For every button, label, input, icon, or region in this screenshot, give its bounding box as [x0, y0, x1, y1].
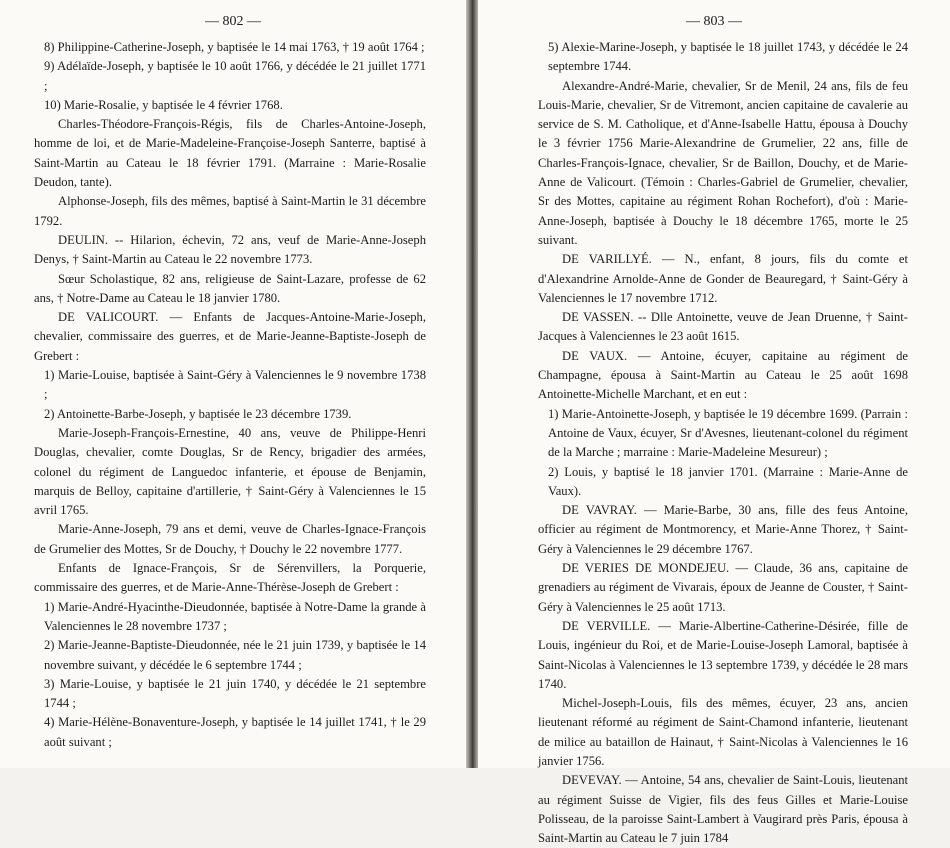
- paragraph: 3) Marie-Louise, y baptisée le 21 juin 1740, y décédée le 21 septembre 1744 ;: [44, 676, 426, 711]
- page-number: — 803 —: [686, 14, 742, 29]
- paragraph: 1) Marie-André-Hyacinthe-Dieudonnée, baptisée à Notre-Dame la grande à Valenciennes le 28 novembre 1737 ;: [44, 599, 426, 633]
- paragraph: DE VERVILLE. — Marie-Albertine-Catherine-Désirée, fille de Louis, ingénieur du Roi, et de Marie-Louise-Joseph Lamoral, baptisée à Saint-Nicolas à Valenciennes le 13 septembre 1739, y décédée le 28 mars 1740.: [538, 618, 908, 691]
- paragraph: DE VASSEN. -- Dlle Antoinette, veuve de Jean Druenne, † Saint-Jacques à Valenciennes le 23 août 1615.: [538, 310, 908, 344]
- paragraph: 9) Adélaïde-Joseph, y baptisée le 10 août 1766, y décédée le 21 juillet 1771 ;: [44, 59, 426, 93]
- paragraph: DE VARILLYÉ. — N., enfant, 8 jours, fils du comte et d'Alexandrine Arnolde-Anne de Gonder de Beauregard, † Saint-Géry à Valenciennes le 17 novembre 1712.: [538, 252, 908, 305]
- left-page: [0, 0, 466, 768]
- paragraph: 2) Marie-Jeanne-Baptiste-Dieudonnée, née le 21 juin 1739, y baptisée le 14 novembre suivant, y décédée le 6 septembre 1744 ;: [44, 638, 426, 672]
- paragraph: Sœur Scholastique, 82 ans, religieuse de Saint-Lazare, professe de 62 ans, † Notre-Dame au Cateau le 18 janvier 1780.: [34, 271, 426, 305]
- paragraph: Charles-Théodore-François-Régis, fils de Charles-Antoine-Joseph, homme de loi, et de Marie-Madeleine-Françoise-Joseph Santerre, baptisé à Saint-Martin au Cateau le 18 février 1791. (Marraine : Marie-Rosalie Deudon, tante).: [34, 117, 426, 190]
- paragraph: Alphonse-Joseph, fils des mêmes, baptisé à Saint-Martin le 31 décembre 1792.: [34, 194, 426, 228]
- page-text: [538, 38, 908, 848]
- paragraph: DE VAUX. — Antoine, écuyer, capitaine au régiment de Champagne, épousa à Saint-Martin au Cateau le 25 août 1698 Antoinette-Michelle Marchant, et en eut :: [538, 348, 908, 402]
- paragraph: DEULIN. -- Hilarion, échevin, 72 ans, veuf de Marie-Anne-Joseph Denys, † Saint-Martin au Cateau le 22 novembre 1773.: [34, 232, 426, 267]
- paragraph: DE VALICOURT. — Enfants de Jacques-Antoine-Marie-Joseph, chevalier, commissaire des guerres, et de Marie-Jeanne-Baptiste-Joseph de Grebert :: [34, 310, 426, 363]
- paragraph: DE VAVRAY. — Marie-Barbe, 30 ans, fille des feus Antoine, officier au régiment de Montmorency, et Marie-Anne Thorez, † Saint-Géry à Valenciennes le 29 décembre 1767.: [538, 503, 908, 556]
- paragraph: 10) Marie-Rosalie, y baptisée le 4 février 1768.: [44, 97, 283, 112]
- paragraph: DEVEVAY. — Antoine, 54 ans, chevalier de Saint-Louis, lieutenant au régiment Suisse de Vigier, fils des feus Gilles et Marie-Louise Polisseau, de la paroisse Saint-Lambert à Vaugirard près Paris, épousa à Saint-Martin au Cateau le 7 juin 1784: [538, 773, 908, 846]
- paragraph: Enfants de Ignace-François, Sr de Sérenvillers, la Porquerie, commissaire des guerres, et de Marie-Anne-Thérèse-Joseph de Grebert :: [34, 561, 426, 595]
- page-text: [34, 38, 426, 752]
- paragraph: Marie-Anne-Joseph, 79 ans et demi, veuve de Charles-Ignace-François de Grumelier des Mottes, Sr de Douchy, † Douchy le 22 novembre 1777.: [34, 522, 426, 556]
- paragraph: 2) Louis, y baptisé le 18 janvier 1701. (Marraine : Marie-Anne de Vaux).: [548, 464, 908, 498]
- paragraph: Marie-Joseph-François-Ernestine, 40 ans, veuve de Philippe-Henri Douglas, chevalier, comte Douglas, Sr de Rency, brigadier des armées, colonel du régiment de Languedoc infanterie, et épouse de Benjamin, marquis de Belloy, capitaine d'artillerie, † Saint-Géry à Valenciennes le 15 avril 1765.: [34, 425, 426, 518]
- paragraph: 5) Alexie-Marine-Joseph, y baptisée le 18 juillet 1743, y décédée le 24 septembre 1744.: [548, 40, 908, 74]
- paragraph: Michel-Joseph-Louis, fils des mêmes, écuyer, 23 ans, ancien lieutenant réformé au régiment de Saint-Chamond infanterie, lieutenant de milice au bataillon de Hainaut, † Saint-Nicolas à Valenciennes le 16 janvier 1756.: [538, 696, 908, 768]
- page-number: — 802 —: [205, 14, 261, 29]
- paragraph: 1) Marie-Louise, baptisée à Saint-Géry à Valenciennes le 9 novembre 1738 ;: [44, 368, 426, 402]
- paragraph: 4) Marie-Hélène-Bonaventure-Joseph, y baptisée le 14 juillet 1741, † le 29 août suivant ;: [44, 715, 426, 749]
- paragraph: DE VERIES DE MONDEJEU. — Claude, 36 ans, capitaine de grenadiers au régiment de Vivarais, époux de Jeanne de Couster, † Saint-Géry à Valenciennes le 25 août 1713.: [538, 561, 908, 614]
- paragraph: 1) Marie-Antoinette-Joseph, y baptisée le 19 décembre 1699. (Parrain : Antoine de Vaux, écuyer, Sr d'Avesnes, lieutenant-colonel du régiment de la Marche ; marraine : Marie-Madeleine Mesureur) ;: [548, 406, 908, 460]
- paragraph: 2) Antoinette-Barbe-Joseph, y baptisée le 23 décembre 1739.: [44, 406, 352, 421]
- book-gutter: [466, 0, 478, 768]
- paragraph: Alexandre-André-Marie, chevalier, Sr de Menil, 24 ans, fils de feu Louis-Marie, chevalier, Sr de Vitremont, ancien capitaine de cavalerie au service de S. M. Catholique, et d'Anne-Isabelle Hattu, épousa à Douchy le 3 février 1756 Marie-Alexandrine de Grumelier, 22 ans, fille de Charles-François-Ignace, chevalier, Sr de Baillon, Douchy, et de Marie-Anne de Valicourt. (Témoin : Charles-Gabriel de Grumelier, chevalier, Sr des Mottes, capitaine au régiment Rohan Rochefort), d'où : Marie-Anne-Joseph, baptisée à Douchy le 18 décembre 1765, morte le 25 suivant.: [538, 78, 908, 247]
- paragraph: 8) Philippine-Catherine-Joseph, y baptisée le 14 mai 1763, † 19 août 1764 ;: [44, 40, 425, 54]
